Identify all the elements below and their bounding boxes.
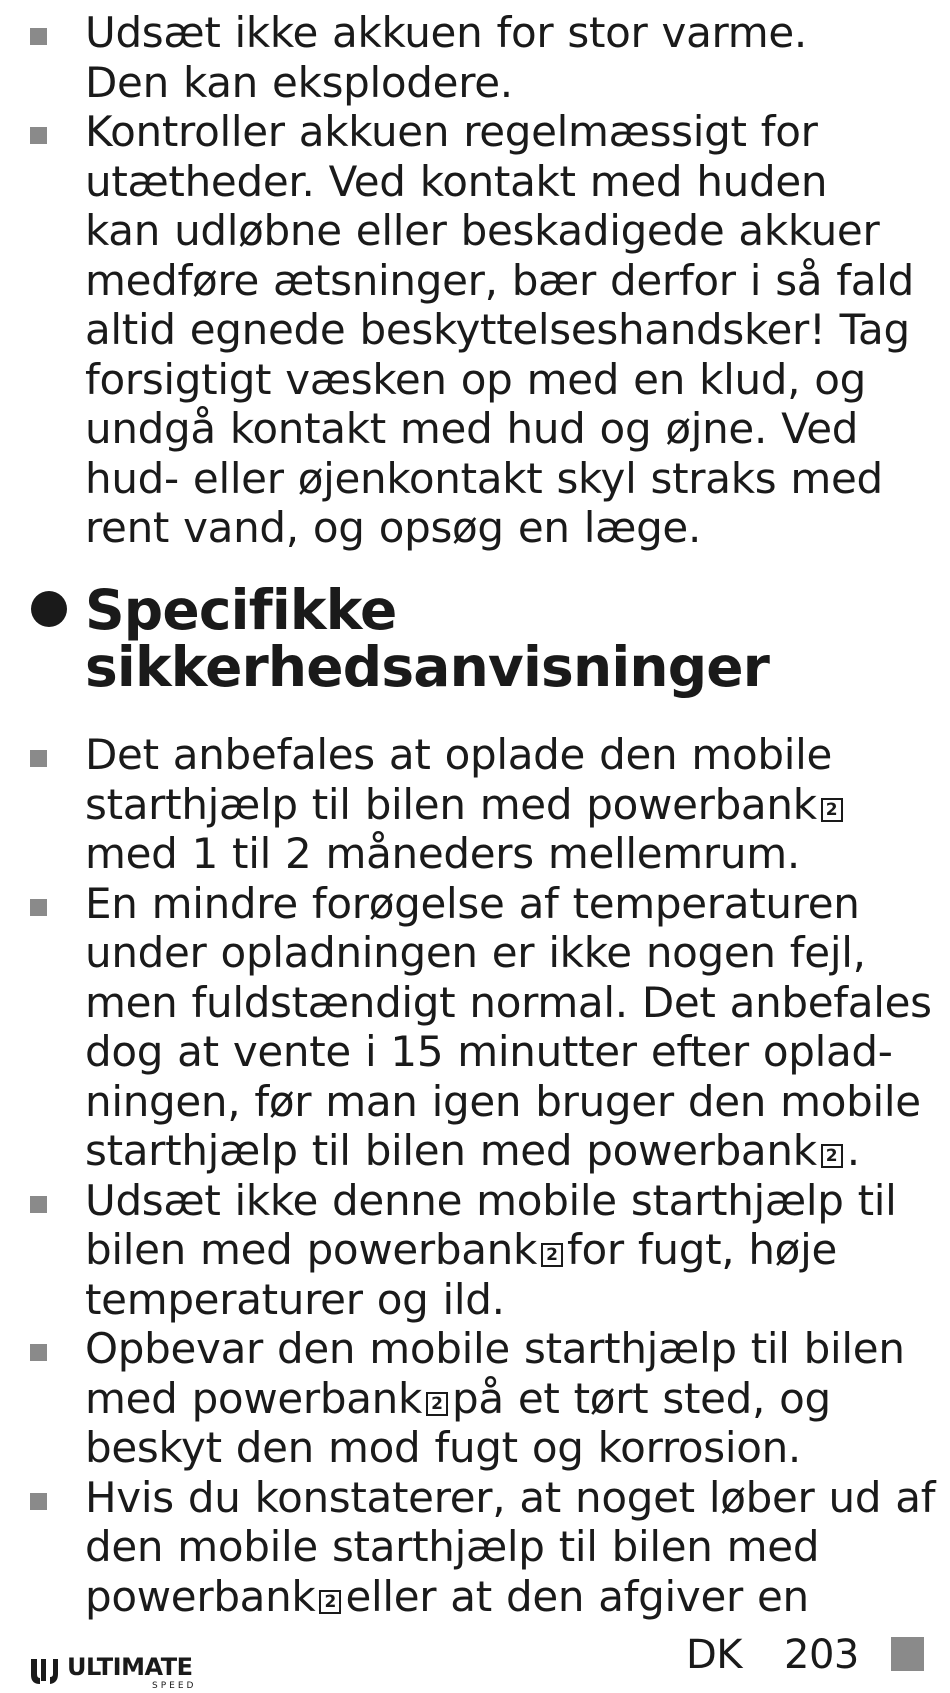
- brand-logo: [27, 1653, 227, 1693]
- specific-safety-list: [0, 730, 950, 1621]
- text-segment: starthjælp til bilen med powerbank: [85, 779, 817, 829]
- text-segment: på et tørt sted, og: [452, 1373, 831, 1423]
- text-line: Kontroller akkuen regelmæssigt for: [85, 107, 818, 156]
- text-segment: powerbank: [85, 1571, 316, 1621]
- text-line: med 1 til 2 måneders mellemrum.: [85, 829, 800, 878]
- square-bullet-icon: [30, 1344, 47, 1361]
- text-line: hud- eller øjenkontakt skyl straks med: [85, 453, 883, 503]
- text-line: altid egnede beskyttelseshandsker! Tag: [85, 305, 910, 354]
- text-segment: .: [846, 1126, 860, 1175]
- text-line: Den kan eksplodere.: [85, 57, 513, 107]
- text-line: Opbevar den mobile starthjælp til bilen: [85, 1324, 905, 1373]
- text-line: Udsæt ikke denne mobile starthjælp til: [85, 1175, 897, 1225]
- text-segment: for fugt, høje: [567, 1225, 837, 1274]
- part-reference-number: 2: [319, 1590, 341, 1614]
- section-heading-line: sikkerhedsanvisninger: [85, 635, 770, 699]
- text-line: [85, 780, 920, 830]
- text-line: [85, 1572, 920, 1622]
- text-segment: starthjælp til bilen med powerbank: [85, 1126, 817, 1175]
- language-code: DK: [686, 1632, 743, 1678]
- ultimate-logo-icon: [27, 1653, 61, 1687]
- page-marker-square: [891, 1637, 924, 1671]
- text-line: Udsæt ikke akkuen for stor varme.: [85, 8, 807, 57]
- list-item: [0, 107, 950, 553]
- list-item: [0, 1176, 950, 1325]
- text-line: medføre ætsninger, bær derfor i så fald: [85, 255, 914, 305]
- text-line: forsigtigt væsken op med en klud, og: [85, 354, 866, 404]
- text-segment: eller at den afgiver en: [345, 1571, 809, 1621]
- square-bullet-icon: [30, 750, 47, 767]
- list-item: [0, 730, 950, 879]
- text-line: Hvis du konstaterer, at noget løber ud af: [85, 1472, 936, 1522]
- part-reference-number: 2: [821, 798, 843, 822]
- text-segment: bilen med powerbank: [85, 1225, 538, 1274]
- list-item: [0, 1324, 950, 1473]
- text-line: utætheder. Ved kontakt med huden: [85, 156, 828, 206]
- brand-subname: SPEED: [152, 1681, 197, 1691]
- text-line: dog at vente i 15 minutter efter oplad-: [85, 1027, 893, 1076]
- text-line: En mindre forøgelse af temperaturen: [85, 878, 860, 928]
- list-item: [0, 879, 950, 1176]
- square-bullet-icon: [30, 127, 47, 144]
- text-line: beskyt den mod fugt og korrosion.: [85, 1423, 801, 1472]
- text-line: undgå kontakt med hud og øjne. Ved: [85, 404, 859, 453]
- heading-bullet-icon: [31, 591, 67, 627]
- section-heading-line: Specifikke: [85, 578, 397, 642]
- text-segment: med powerbank: [85, 1373, 423, 1423]
- part-reference-number: 2: [821, 1144, 843, 1168]
- text-line: under opladningen er ikke nogen fejl,: [85, 928, 866, 977]
- text-line: ningen, før man igen bruger den mobile: [85, 1076, 921, 1126]
- brand-name: ULTIMATE: [67, 1653, 193, 1681]
- text-line: [85, 1126, 920, 1176]
- text-line: kan udløbne eller beskadigede akkuer: [85, 206, 880, 255]
- square-bullet-icon: [30, 899, 47, 916]
- text-line: [85, 1374, 920, 1424]
- text-line: rent vand, og opsøg en læge.: [85, 503, 702, 552]
- list-item: [0, 8, 950, 107]
- square-bullet-icon: [30, 1196, 47, 1213]
- part-reference-number: 2: [541, 1243, 563, 1267]
- text-line: den mobile starthjælp til bilen med: [85, 1522, 820, 1571]
- page-number: 203: [784, 1632, 859, 1678]
- text-line: men fuldstændigt normal. Det anbefales: [85, 977, 932, 1027]
- square-bullet-icon: [30, 28, 47, 45]
- part-reference-number: 2: [426, 1392, 448, 1416]
- text-line: [85, 1225, 920, 1275]
- section-heading: [85, 578, 770, 699]
- square-bullet-icon: [30, 1493, 47, 1510]
- text-line: Det anbefales at oplade den mobile: [85, 730, 833, 779]
- general-safety-list: [0, 8, 950, 553]
- list-item: [0, 1473, 950, 1622]
- text-line: temperaturer og ild.: [85, 1274, 505, 1324]
